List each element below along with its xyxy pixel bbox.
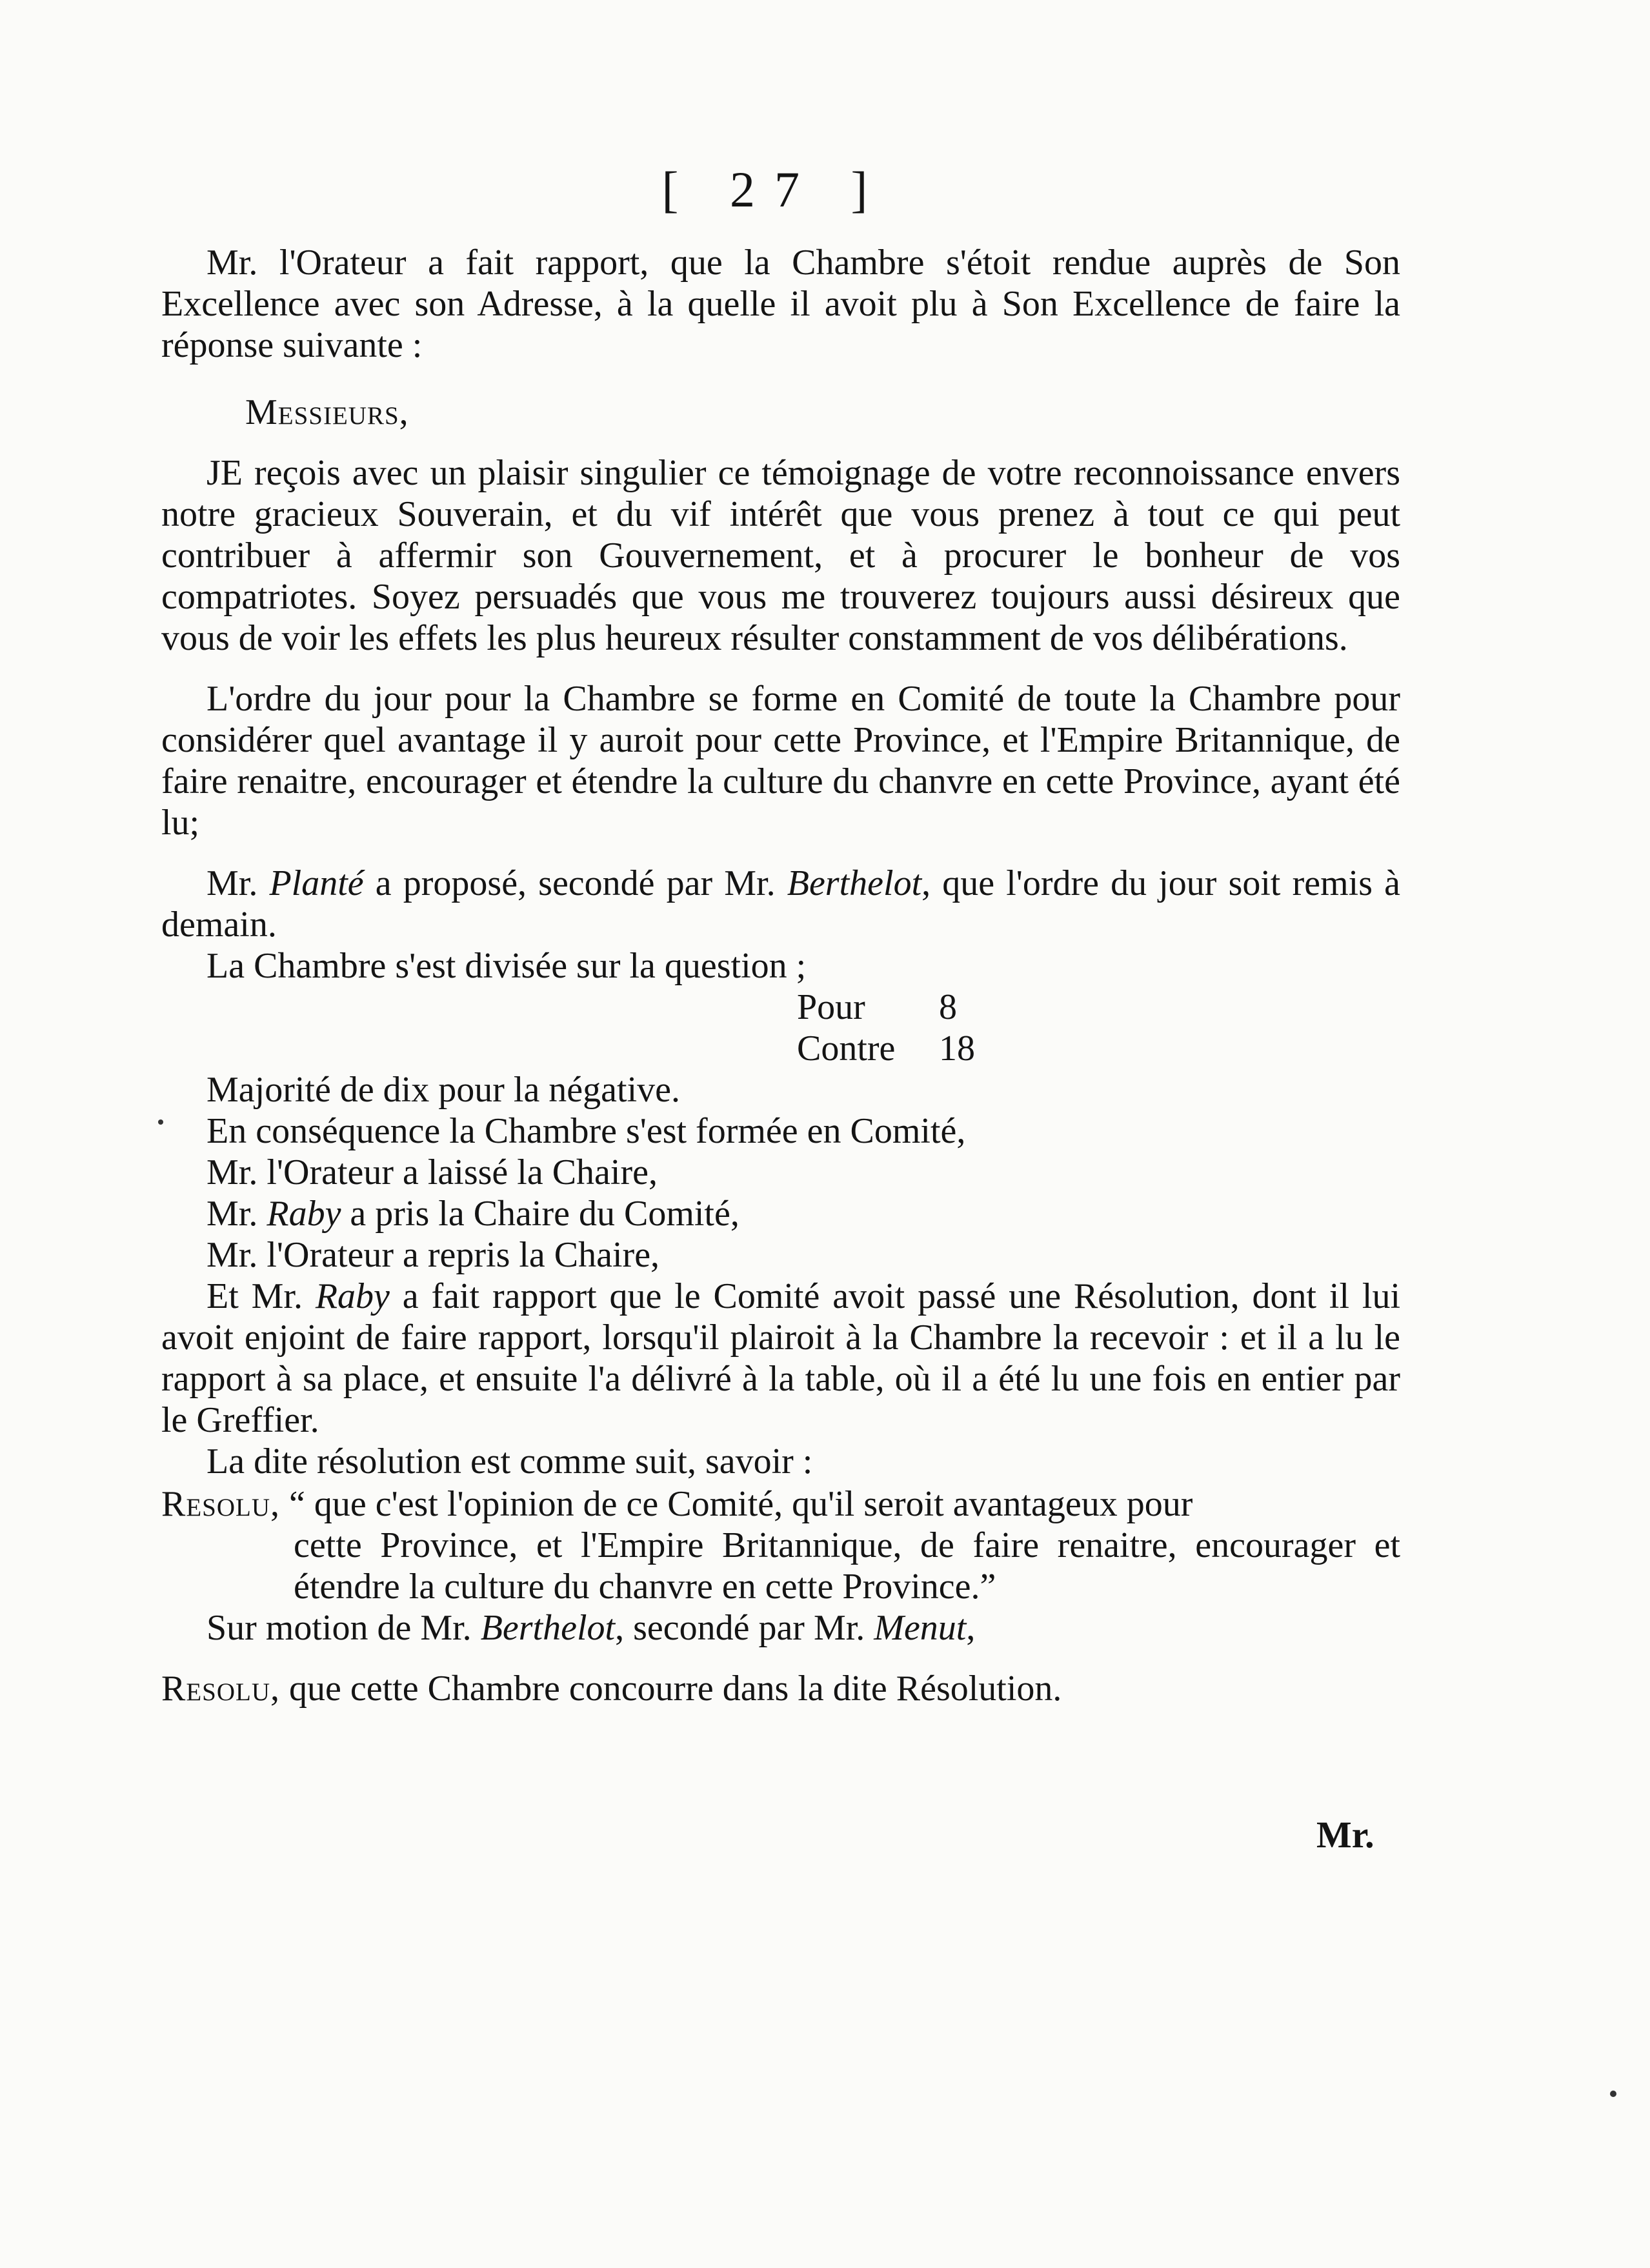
resolved-label: Resolu,	[161, 1484, 281, 1524]
motion-berthelot-pre: Sur motion de Mr.	[206, 1608, 481, 1648]
salutation: Messieurs,	[245, 392, 409, 432]
ink-speck	[1610, 2091, 1616, 2097]
report-paragraph: Mr. l'Orateur a fait rapport, que la Chambre s'étoit rendue auprès de Son Excellence avec son Adresse, à la quelle il avoit plu à Son Excellence de faire la réponse suivante :	[161, 243, 1400, 365]
raby-report-pre: Et Mr.	[206, 1276, 316, 1316]
motion-plante	[161, 863, 1400, 945]
final-resolution	[161, 1668, 1400, 1709]
member-name-menut: Menut	[874, 1608, 967, 1648]
raby-report-paragraph	[161, 1276, 1400, 1441]
vote-count: 8	[939, 987, 957, 1027]
vote-tally	[161, 987, 1400, 1069]
resolution-intro: La dite résolution est comme suit, savoir :	[206, 1441, 813, 1481]
member-name-plante: Planté	[269, 863, 364, 903]
ink-speck	[158, 1119, 163, 1125]
member-name-berthelot: Berthelot	[787, 863, 922, 903]
motion-berthelot	[161, 1607, 1400, 1649]
resolution-continuation: cette Province, et l'Empire Britannique, de faire renaitre, encourager et étendre la culture du chanvre en cette Province.”	[294, 1525, 1400, 1607]
raby-chair-post: a pris la Chaire du Comité,	[341, 1194, 739, 1234]
speaker-left-chair-line: Mr. l'Orateur a laissé la Chaire,	[206, 1152, 658, 1192]
reply-paragraph: JE reçois avec un plaisir singulier ce témoignage de votre reconnoissance envers notre gracieux Souverain, et du vif intérêt que vous prenez à tout ce qui peut contribuer à affermir son Gouvernement, et à procurer le bonheur de vos compatriotes. Soyez persuadés que vous me trouverez toujours aussi désireux que vous de voir les effets les plus heureux résulter constamment de vos délibérations.	[161, 453, 1400, 658]
raby-chair-line	[161, 1193, 1400, 1234]
speaker-resumed-chair-line: Mr. l'Orateur a repris la Chaire,	[206, 1235, 660, 1275]
journal-text	[161, 242, 1400, 1709]
raby-report-post: a fait rapport que le Comité avoit passé une Résolution, dont il lui avoit enjoint de faire rapport, lorsqu'il plairoit à la Chambre la recevoir : et il a lu le rapport à sa place, et ensuite l'a délivré à la table, où il a été lu une fois en entier par le Greffier.	[161, 1276, 1400, 1440]
page-number: [ 27 ]	[661, 161, 887, 217]
vote-row-pour	[797, 987, 1400, 1028]
resolution-first-text: “ que c'est l'opinion de ce Comité, qu'il seroit avantageux pour	[289, 1484, 1193, 1524]
committee-formed-line: En conséquence la Chambre s'est formée en Comité,	[206, 1111, 966, 1151]
final-resolution-text: que cette Chambre concourre dans la dite Résolution.	[280, 1669, 1062, 1709]
resolution-first-line	[161, 1483, 1400, 1525]
order-of-day-paragraph: L'ordre du jour pour la Chambre se forme en Comité de toute la Chambre pour considérer quel avantage il y auroit pour cette Province, et l'Empire Britannique, de faire renaitre, encourager et étendre la culture du chanvre en cette Province, ayant été lu;	[161, 679, 1400, 843]
motion-berthelot-post: ,	[966, 1608, 976, 1648]
member-name-raby: Raby	[267, 1194, 341, 1234]
vote-row-contre	[797, 1028, 1400, 1069]
vote-label: Contre	[797, 1029, 896, 1069]
vote-count: 18	[939, 1029, 975, 1069]
committee-resolution	[161, 1483, 1400, 1607]
member-name-raby: Raby	[315, 1276, 390, 1316]
resolved-label: Resolu,	[161, 1669, 281, 1709]
motion-plante-mid: a proposé, secondé par Mr.	[363, 863, 787, 903]
catchword: Mr.	[1316, 1814, 1374, 1856]
motion-plante-post: , que l'ordre du jour soit remis à demain.	[161, 863, 1400, 945]
vote-label: Pour	[797, 987, 865, 1027]
member-name-berthelot: Berthelot	[480, 1608, 616, 1648]
raby-chair-pre: Mr.	[206, 1194, 267, 1234]
motion-plante-pre: Mr.	[206, 863, 270, 903]
motion-berthelot-mid: , secondé par Mr.	[615, 1608, 874, 1648]
majority-line: Majorité de dix pour la négative.	[206, 1070, 680, 1110]
division-line: La Chambre s'est divisée sur la question ;	[206, 946, 807, 986]
